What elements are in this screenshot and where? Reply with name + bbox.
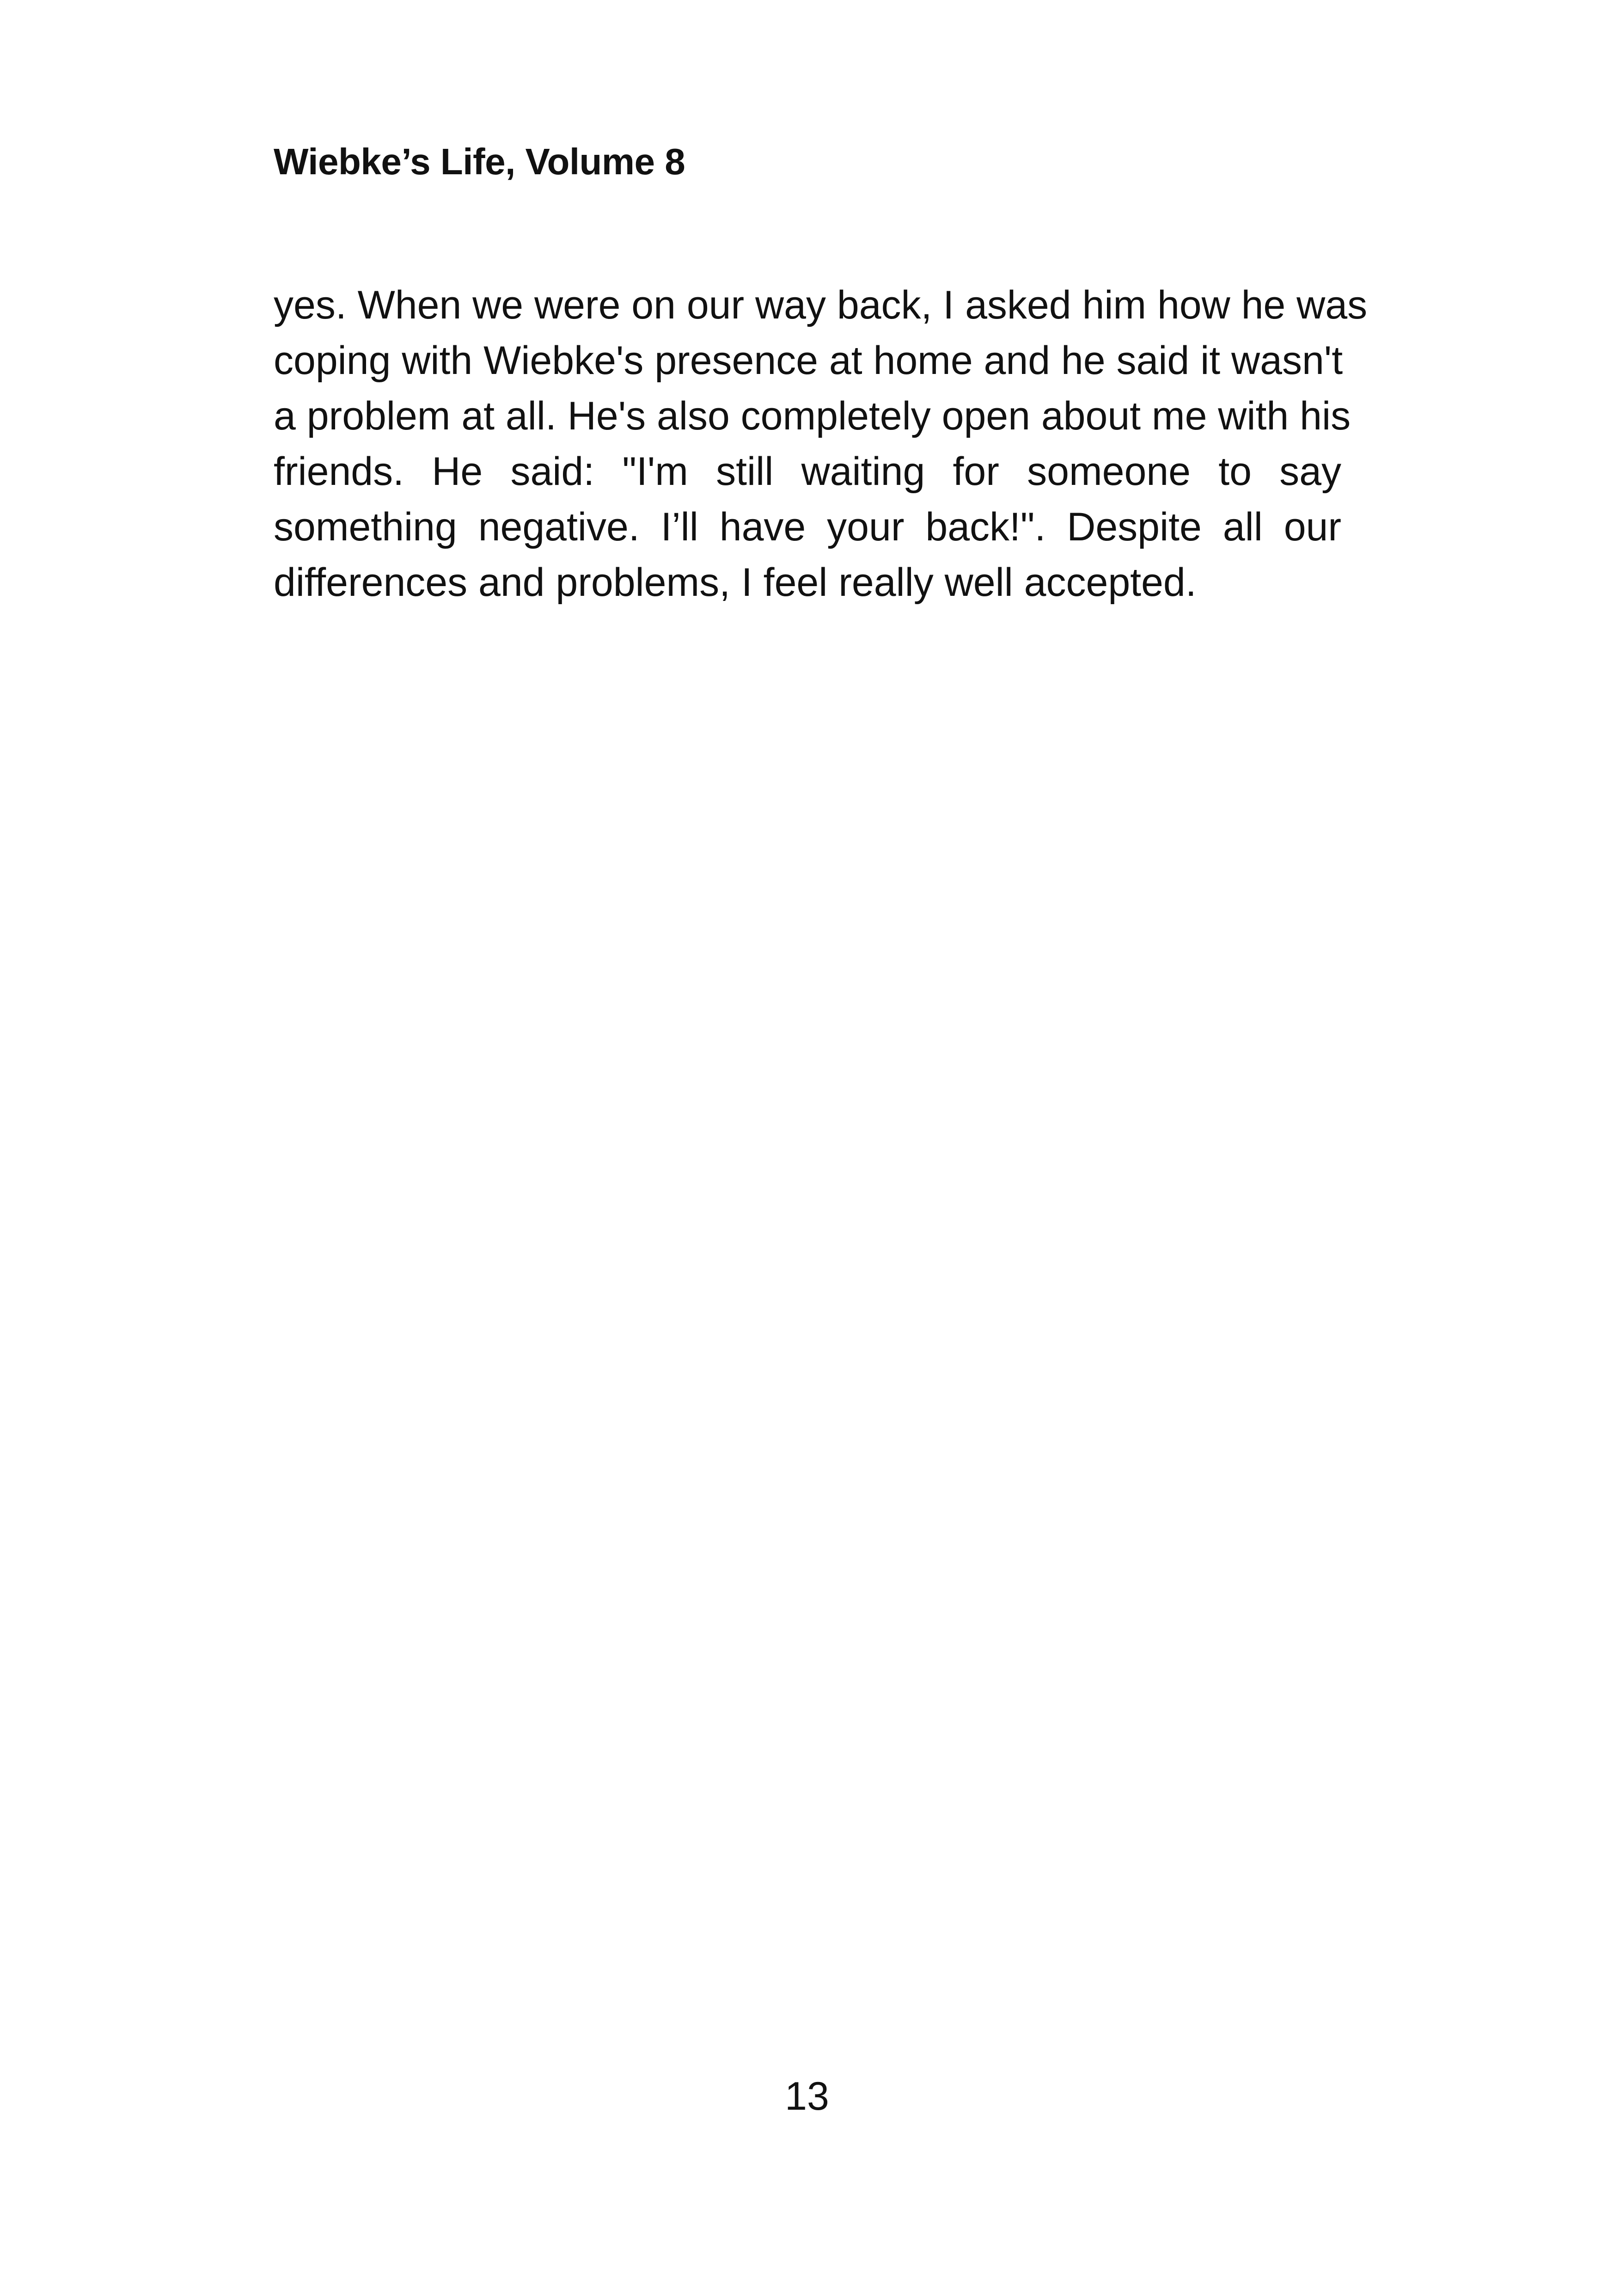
body-line: friends. He said: "I'm still waiting for someone to say [274,449,1341,494]
running-header: Wiebke’s Life, Volume 8 [274,141,685,182]
body-line: yes. When we were on our way back, I asked him how he was [274,283,1368,327]
body-line: a problem at all. He's also completely open about me with his [274,394,1351,438]
page-number: 13 [785,2074,829,2118]
body-paragraph [274,277,1368,610]
body-line: differences and problems, I feel really well accepted. [274,560,1197,605]
body-line: something negative. I’ll have your back!". Despite all our [274,505,1341,549]
body-line: coping with Wiebke's presence at home and he said it wasn't [274,338,1343,383]
